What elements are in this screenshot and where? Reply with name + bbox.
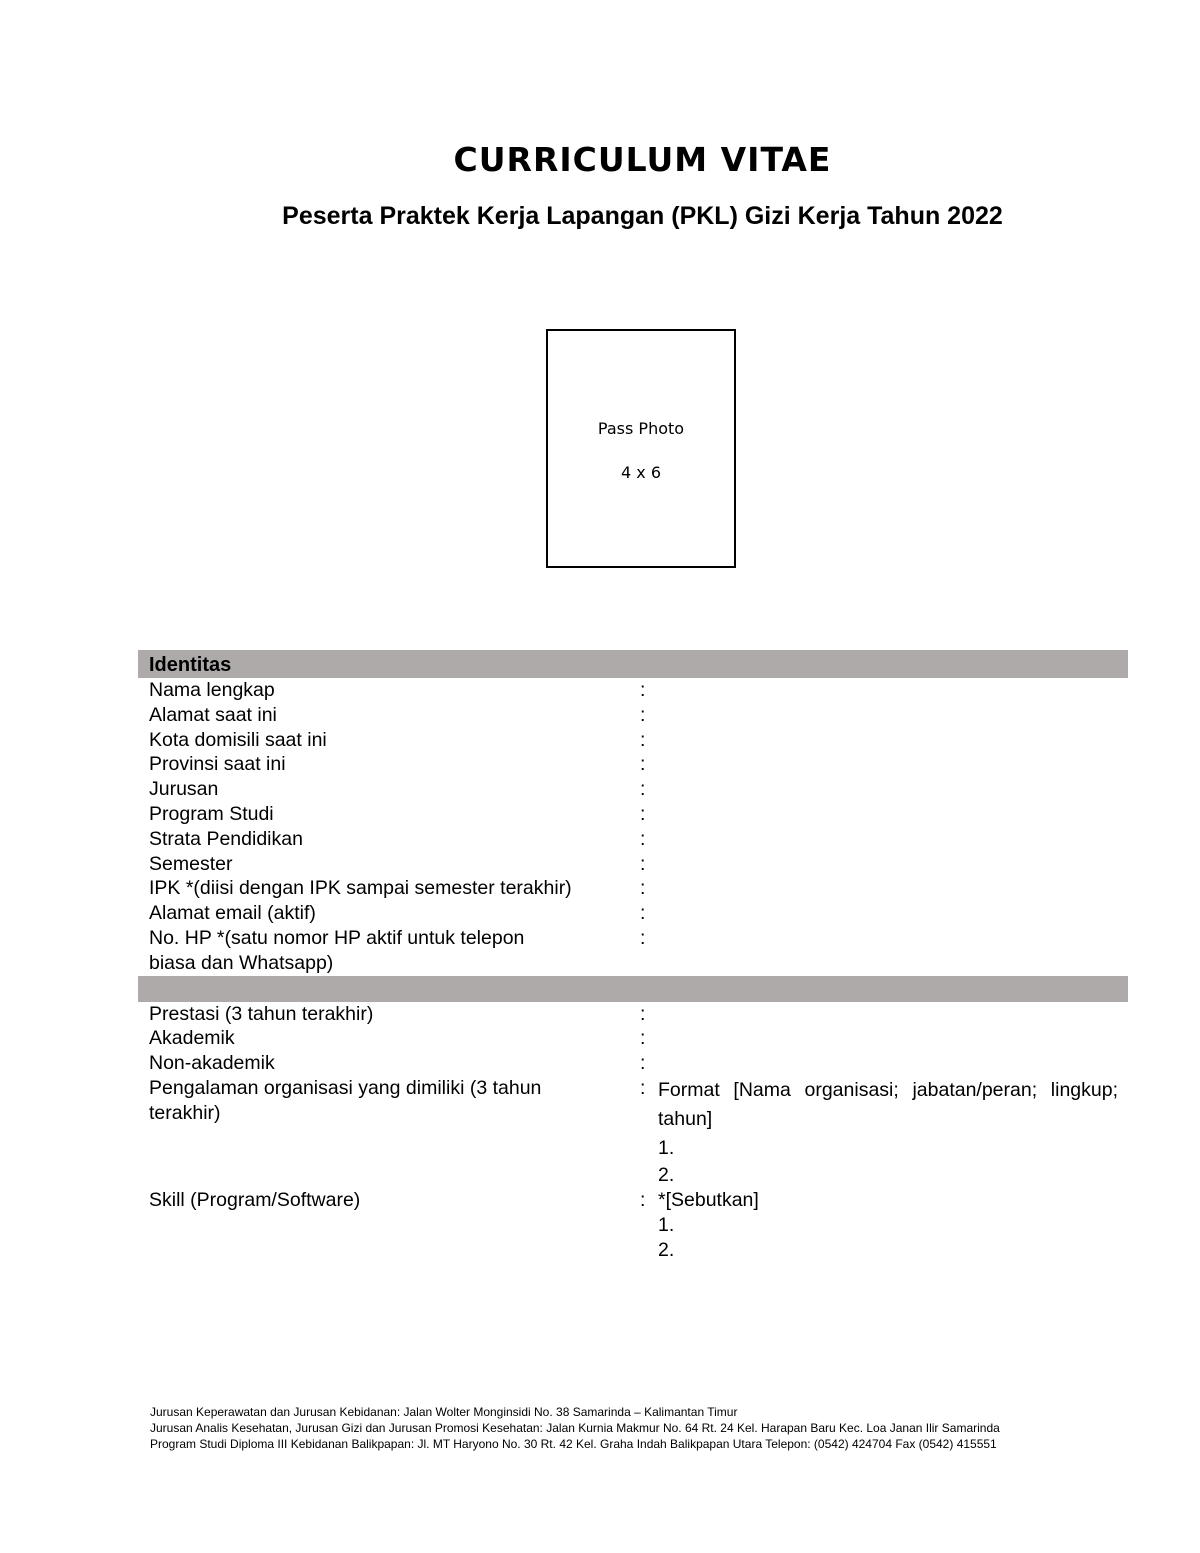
identitas-header: Identitas [138, 650, 1128, 678]
organisasi-item-2: 2. [658, 1163, 675, 1186]
field-label: No. HP *(satu nomor HP aktif untuk telepon biasa dan Whatsapp) [149, 926, 525, 974]
field-label: Jurusan [149, 778, 219, 801]
form-row-program-studi [138, 802, 1128, 827]
skill-item-2: 2. [658, 1238, 675, 1261]
field-label: Kota domisili saat ini [149, 728, 327, 751]
field-value-kota[interactable] [658, 728, 1128, 753]
field-value-prestasi[interactable] [658, 1002, 1128, 1027]
field-label: IPK *(diisi dengan IPK sampai semester terakhir) [149, 877, 572, 900]
field-value-provinsi[interactable] [658, 752, 1128, 777]
field-label: Provinsi saat ini [149, 753, 286, 776]
field-label: Alamat email (aktif) [149, 902, 316, 925]
field-value-no-hp[interactable] [658, 926, 1128, 976]
field-value-program-studi[interactable] [658, 802, 1128, 827]
field-colon: : [640, 778, 646, 801]
form-row-skill [138, 1188, 1128, 1262]
field-colon: : [640, 902, 646, 925]
form-row-no-hp [138, 926, 1128, 976]
field-value-non-akademik[interactable] [658, 1051, 1128, 1076]
form-row-ipk [138, 876, 1128, 901]
organisasi-item-1: 1. [658, 1136, 675, 1159]
field-colon: : [640, 802, 646, 825]
field-colon: : [640, 1188, 646, 1211]
footer-address-3: Program Studi Diploma III Kebidanan Balikpapan: Jl. MT Haryono No. 30 Rt. 42 Kel. Graha Indah Balikpapan Utara Telepon: (0542) 424704 Fax (0542) 415551 [150, 1437, 997, 1451]
field-label: Skill (Program/Software) [149, 1188, 361, 1211]
field-label: Pengalaman organisasi yang dimiliki (3 tahun terakhir) [149, 1076, 542, 1124]
form-row-alamat [138, 703, 1128, 728]
field-colon: : [640, 827, 646, 850]
form-row-organisasi [138, 1076, 1128, 1188]
document-title: CURRICULUM VITAE [453, 140, 832, 179]
field-colon: : [640, 1027, 646, 1050]
field-label: Non-akademik [149, 1052, 275, 1075]
field-colon: : [640, 926, 646, 949]
field-label: Program Studi [149, 802, 274, 825]
field-colon: : [640, 679, 646, 701]
field-colon: : [640, 753, 646, 776]
field-value-akademik[interactable] [658, 1026, 1128, 1051]
field-value-email[interactable] [658, 901, 1128, 926]
skill-hint: *[Sebutkan] [658, 1188, 759, 1211]
organisasi-format-hint: Format [Nama organisasi; jabatan/peran; lingkup; tahun] [658, 1078, 1118, 1130]
footer-addresses [150, 1404, 1138, 1452]
field-value-skill[interactable] [658, 1188, 1128, 1262]
form-row-semester [138, 852, 1128, 877]
skill-item-1: 1. [658, 1213, 675, 1236]
field-colon: : [640, 1002, 646, 1025]
form-row-prestasi [138, 1002, 1128, 1027]
field-colon: : [640, 877, 646, 900]
form-row-provinsi [138, 752, 1128, 777]
field-value-jurusan[interactable] [658, 777, 1128, 802]
form-row-jurusan [138, 777, 1128, 802]
field-label: Strata Pendidikan [149, 827, 303, 850]
form-row-kota [138, 728, 1128, 753]
field-colon: : [640, 1076, 646, 1099]
cv-form-table [138, 650, 1128, 1262]
form-row-non-akademik [138, 1051, 1128, 1076]
pass-photo-box [546, 329, 736, 568]
field-label: Prestasi (3 tahun terakhir) [149, 1002, 374, 1025]
pass-photo-label: Pass Photo [597, 419, 685, 438]
field-value-organisasi[interactable] [658, 1076, 1128, 1188]
field-label: Akademik [149, 1027, 235, 1050]
field-colon: : [640, 852, 646, 875]
document-subtitle: Peserta Praktek Kerja Lapangan (PKL) Gizi Kerja Tahun 2022 [282, 202, 1003, 230]
field-colon: : [640, 1052, 646, 1075]
field-value-alamat[interactable] [658, 703, 1128, 728]
form-row-strata [138, 827, 1128, 852]
second-section-header [138, 976, 1128, 1002]
field-label: Alamat saat ini [149, 703, 277, 726]
field-value-strata[interactable] [658, 827, 1128, 852]
footer-address-1: Jurusan Keperawatan dan Jurusan Kebidanan: Jalan Wolter Monginsidi No. 38 Samarinda – Kalimantan Timur [150, 1405, 738, 1419]
field-label: Semester [149, 852, 233, 875]
form-row-nama [138, 678, 1128, 703]
field-label: Nama lengkap [149, 679, 275, 701]
form-row-akademik [138, 1026, 1128, 1051]
field-colon: : [640, 728, 646, 751]
form-row-email [138, 901, 1128, 926]
pass-photo-size: 4 x 6 [621, 463, 661, 482]
field-value-semester[interactable] [658, 852, 1128, 877]
field-value-nama[interactable] [658, 678, 1128, 703]
footer-address-2: Jurusan Analis Kesehatan, Jurusan Gizi dan Jurusan Promosi Kesehatan: Jalan Kurnia Makmur No. 64 Rt. 24 Kel. Harapan Baru Kec. Loa Janan Ilir Samarinda [150, 1421, 1000, 1435]
field-colon: : [640, 703, 646, 726]
field-value-ipk[interactable] [658, 876, 1128, 901]
